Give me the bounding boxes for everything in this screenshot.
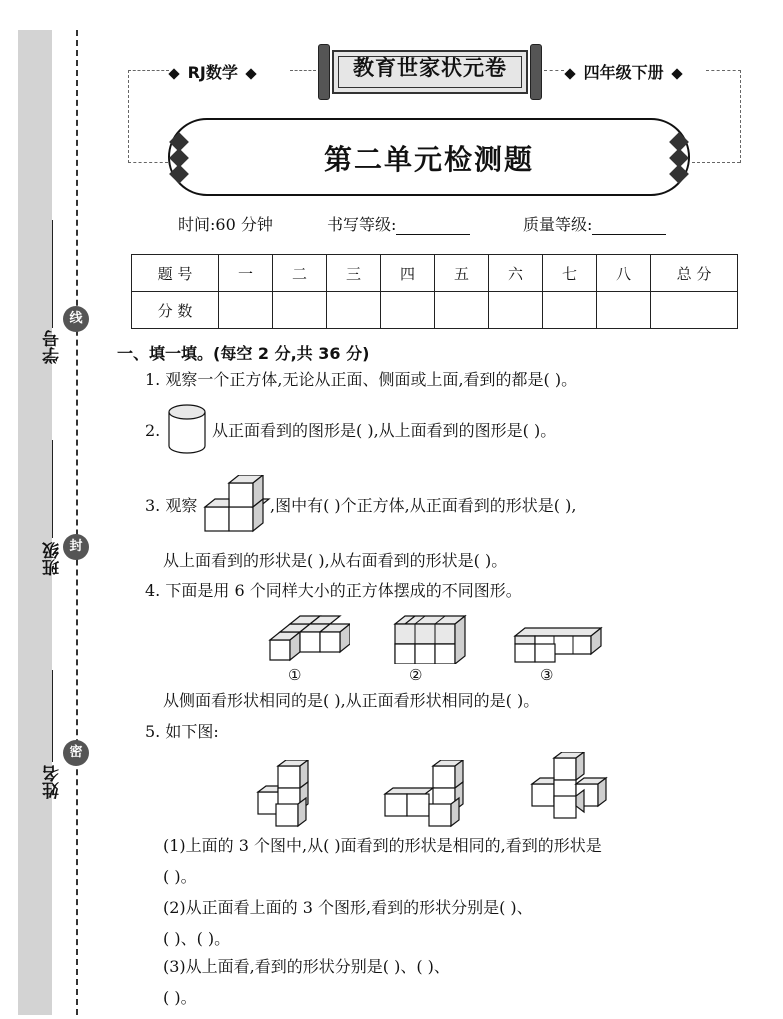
question-5-1: (1)上面的 3 个图中,从( )面看到的形状是相同的,看到的形状是 <box>163 836 602 855</box>
q4-figure-2 <box>393 612 475 664</box>
header-cell: 八 <box>597 255 651 292</box>
left-connector <box>128 70 169 163</box>
score-cell[interactable] <box>273 292 327 329</box>
header-cell: 六 <box>489 255 543 292</box>
diamond-icon <box>672 68 683 79</box>
seal-line-badge: 线 <box>63 306 89 332</box>
score-cell[interactable] <box>219 292 273 329</box>
q5-figure-1 <box>256 760 320 828</box>
title-banner <box>168 118 690 196</box>
brand-title: 教育世家状元卷 <box>353 56 507 80</box>
cut-line <box>76 30 78 1015</box>
question-5: 5. 如下图: <box>145 722 219 741</box>
question-5-3-cont: ( )。 <box>163 988 197 1007</box>
name-line <box>52 670 53 762</box>
header-cell: 七 <box>543 255 597 292</box>
cube-stack-figure <box>203 475 273 537</box>
student-no-line <box>52 220 53 328</box>
diamond-icon <box>246 68 257 79</box>
question-4: 4. 下面是用 6 个同样大小的正方体摆成的不同图形。 <box>145 581 522 600</box>
score-header-row <box>132 255 738 292</box>
writing-grade: 书写等级: <box>327 212 470 235</box>
question-5-1-cont: ( )。 <box>163 867 197 886</box>
score-row <box>132 292 738 329</box>
q5-figure-3 <box>528 752 612 820</box>
header-cell: 四 <box>381 255 435 292</box>
question-5-3: (3)从上面看,看到的形状分别是( )、( )、 <box>163 957 450 976</box>
section-heading: 一、填一填。(每空 2 分,共 36 分) <box>117 344 370 363</box>
name-label: 姓名 <box>43 765 63 799</box>
score-cell[interactable] <box>489 292 543 329</box>
score-cell[interactable] <box>651 292 738 329</box>
score-cell[interactable] <box>435 292 489 329</box>
q5-figure-2 <box>383 760 467 828</box>
score-cell[interactable] <box>543 292 597 329</box>
page-title: 第二单元检测题 <box>323 143 534 176</box>
header-cell: 一 <box>219 255 273 292</box>
diamond-icon <box>168 68 179 79</box>
student-no-label: 学号 <box>43 330 63 364</box>
quality-grade: 质量等级: <box>523 212 666 235</box>
question-5-2-cont: ( )、( )。 <box>163 929 231 948</box>
question-3-line-2: 从上面看到的形状是( ),从右面看到的形状是( )。 <box>163 551 508 570</box>
quality-grade-blank[interactable] <box>592 215 666 235</box>
cylinder-figure <box>165 400 209 458</box>
q4-figure-1 <box>268 612 350 664</box>
left-tag-dash <box>290 70 316 71</box>
question-3: ,图中有( )个正方体,从正面看到的形状是( ), <box>270 496 577 515</box>
q4-figure-3 <box>513 624 603 664</box>
q4-label-1: ① <box>288 666 302 684</box>
seal-close-badge: 密 <box>63 740 89 766</box>
header-cell: 五 <box>435 255 489 292</box>
left-tag: RJ数学 <box>170 60 255 83</box>
binding-strip <box>18 30 63 1015</box>
q4-label-2: ② <box>409 666 423 684</box>
class-line <box>52 440 53 538</box>
row-label-cell: 分 数 <box>132 292 219 329</box>
right-connector <box>706 70 741 163</box>
question-5-2: (2)从正面看上面的 3 个图形,看到的形状分别是( )、 <box>163 898 533 917</box>
time-info: 时间:60 分钟 <box>178 215 273 234</box>
question-2-number: 2. <box>145 421 161 440</box>
question-3-prefix: 3. 观察 <box>145 496 198 515</box>
diamond-icon <box>564 68 575 79</box>
header-cell: 题 号 <box>132 255 219 292</box>
seal-seal-badge: 封 <box>63 534 89 560</box>
header-cell: 三 <box>327 255 381 292</box>
class-label: 班级 <box>43 542 63 576</box>
header-cell: 二 <box>273 255 327 292</box>
writing-grade-blank[interactable] <box>396 215 470 235</box>
score-cell[interactable] <box>597 292 651 329</box>
score-table <box>131 254 738 329</box>
left-connector-bottom <box>128 162 168 163</box>
question-1: 1. 观察一个正方体,无论从正面、侧面或上面,看到的都是( )。 <box>145 370 578 389</box>
score-cell[interactable] <box>381 292 435 329</box>
header-cell: 总 分 <box>651 255 738 292</box>
right-connector-bottom <box>692 162 740 163</box>
question-4-answer: 从侧面看形状相同的是( ),从正面看形状相同的是( )。 <box>163 691 540 710</box>
question-2: 从正面看到的图形是( ),从上面看到的图形是( )。 <box>212 421 557 440</box>
right-tag: 四年级下册 <box>566 60 681 83</box>
q4-label-3: ③ <box>540 666 554 684</box>
score-cell[interactable] <box>327 292 381 329</box>
right-tag-dash <box>544 70 564 71</box>
brand-scroll <box>318 44 542 100</box>
